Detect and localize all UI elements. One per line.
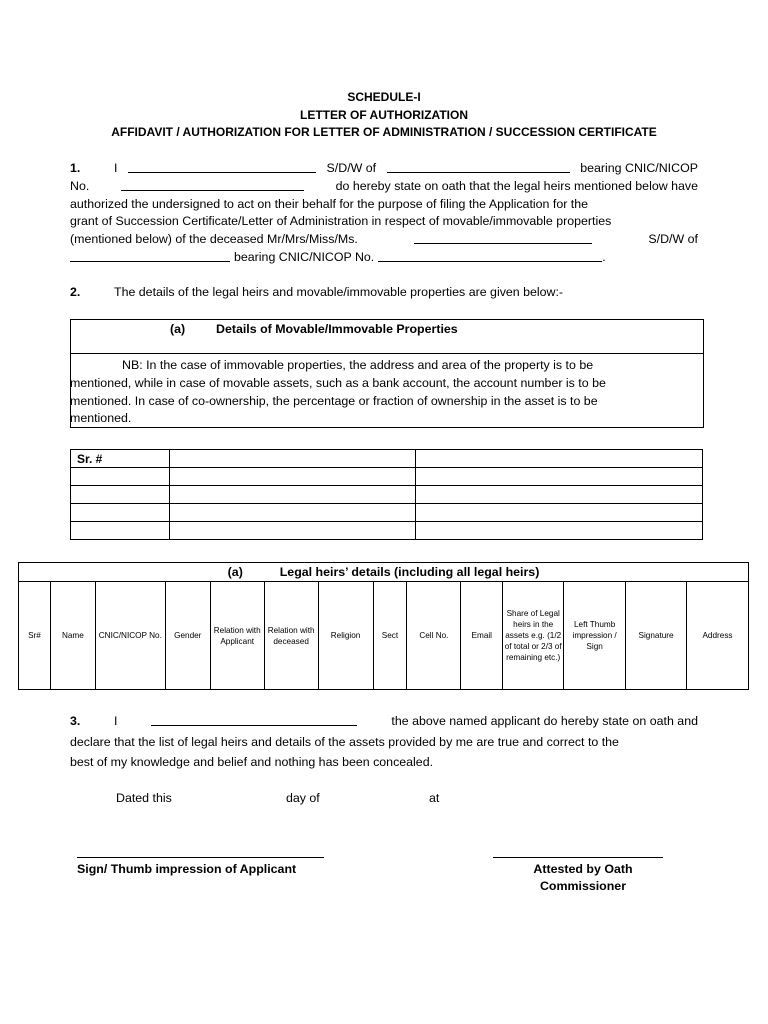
text: best of my knowledge and belief and nothing has been concealed.: [70, 755, 434, 769]
paragraph-1: [70, 160, 698, 267]
text: S/D/W of: [648, 232, 698, 247]
commissioner-label: [493, 862, 673, 893]
column-header: Sect: [373, 582, 407, 690]
document-title: AFFIDAVIT / AUTHORIZATION FOR LETTER OF ADMINISTRATION / SUCCESSION CERTIFICATE: [111, 125, 657, 139]
table-row: [71, 522, 703, 540]
table-cell[interactable]: [169, 522, 416, 540]
commissioner-label-line: Commissioner: [539, 879, 627, 893]
section-label: (a): [170, 322, 186, 336]
commissioner-signature-line[interactable]: [493, 857, 663, 858]
column-header: Religion: [318, 582, 373, 690]
column-header: Share of Legal heirs in the assets e.g. (1/2 of total or 2/3 of remaining etc.): [503, 582, 564, 690]
text: mentioned. In case of co-ownership, the percentage or fraction of ownership in the asset is to be: [70, 393, 598, 408]
column-header: Signature: [626, 582, 687, 690]
sr-header: Sr. #: [71, 450, 170, 468]
note-line: [70, 410, 696, 428]
column-header: Email: [461, 582, 503, 690]
text: bearing CNIC/NICOP No.: [234, 249, 375, 264]
text: S/D/W of: [326, 161, 377, 175]
text: the above named applicant do hereby state on oath and: [391, 714, 698, 728]
paragraph-number: 3.: [70, 714, 81, 728]
heirs-column-header-row: [19, 582, 749, 690]
text: The details of the legal heirs and movable/immovable properties are given below:-: [114, 285, 564, 299]
schedule-heading: SCHEDULE-I: [347, 90, 421, 104]
paragraph-3-line: [70, 732, 698, 753]
paragraph-1-line: [70, 231, 698, 249]
deceased-parent-blank[interactable]: [70, 249, 230, 262]
paragraph-3: [70, 711, 698, 773]
section-label: (a): [227, 564, 243, 579]
table-cell[interactable]: [71, 504, 170, 522]
paragraph-1-line: [70, 249, 698, 267]
table-cell[interactable]: [416, 450, 703, 468]
text: declare that the list of legal heirs and details of the assets provided by me are true and correct to the: [70, 734, 619, 749]
table-cell[interactable]: [71, 486, 170, 504]
table-cell[interactable]: [416, 504, 703, 522]
table-cell[interactable]: [71, 468, 170, 486]
column-header: Relation with Applicant: [210, 582, 264, 690]
heirs-title-cell: [19, 563, 749, 582]
cnic-blank[interactable]: [121, 178, 304, 191]
deceased-name-blank[interactable]: [414, 231, 592, 244]
column-header: Address: [686, 582, 748, 690]
note-line: [70, 357, 696, 375]
heirs-title: Legal heirs’ details (including all legal heirs): [279, 564, 540, 579]
table-header-row: [71, 450, 703, 468]
text: mentioned, while in case of movable assets, such as a bank account, the account number is to be: [70, 375, 606, 390]
deceased-cnic-blank[interactable]: [378, 249, 602, 262]
paragraph-1-line: [70, 160, 698, 178]
text: grant of Succession Certificate/Letter of Administration in respect of movable/immovable properties: [70, 214, 612, 229]
at-label: at: [429, 791, 440, 805]
declarant-name-blank[interactable]: [151, 711, 357, 726]
applicant-signature-line[interactable]: [77, 857, 324, 858]
note-line: [70, 375, 696, 393]
applicant-signature-label: Sign/ Thumb impression of Applicant: [77, 862, 297, 876]
column-header: Gender: [165, 582, 210, 690]
table-cell[interactable]: [169, 504, 416, 522]
table-cell[interactable]: [416, 468, 703, 486]
paragraph-2: [70, 284, 710, 302]
properties-box: [70, 319, 704, 428]
text: do hereby state on oath that the legal heirs mentioned below have: [335, 178, 698, 193]
paragraph-number: 1.: [70, 161, 81, 175]
dated-this-label: Dated this: [116, 791, 172, 805]
paragraph-number: 2.: [70, 285, 81, 299]
day-of-label: day of: [286, 791, 320, 805]
text: .: [602, 249, 606, 264]
column-header: Sr#: [19, 582, 51, 690]
text: authorized the undersigned to act on their behalf for the purpose of filing the Application for the: [70, 196, 588, 211]
table-cell[interactable]: [169, 450, 416, 468]
paragraph-1-line: [70, 178, 698, 196]
table-row: [71, 486, 703, 504]
legal-heirs-table: [18, 562, 749, 690]
table-cell[interactable]: [416, 522, 703, 540]
properties-heading-row: [71, 320, 703, 354]
paragraph-3-line: [70, 711, 698, 732]
column-header: Relation with deceased: [264, 582, 318, 690]
text: bearing CNIC/NICOP: [580, 161, 698, 175]
table-cell[interactable]: [169, 468, 416, 486]
text: (mentioned below) of the deceased Mr/Mrs/Miss/Ms.: [70, 232, 358, 247]
text: I: [114, 714, 118, 728]
table-cell[interactable]: [416, 486, 703, 504]
properties-heading: Details of Movable/Immovable Properties: [216, 322, 458, 336]
properties-table: [70, 449, 703, 540]
column-header: Name: [50, 582, 95, 690]
properties-note: [70, 357, 696, 428]
applicant-name-blank[interactable]: [128, 160, 316, 173]
paragraph-1-line: [70, 213, 698, 231]
paragraph-3-line: [70, 752, 698, 773]
commissioner-label-line: Attested by Oath: [533, 862, 633, 876]
note-line: [70, 393, 696, 411]
text: I: [114, 161, 118, 175]
table-row: [71, 468, 703, 486]
heirs-title-row: [19, 563, 749, 582]
table-cell[interactable]: [71, 522, 170, 540]
paragraph-1-line: [70, 196, 698, 214]
text: mentioned.: [70, 411, 132, 426]
text: NB: In the case of immovable properties, the address and area of the property is to be: [122, 358, 594, 372]
parent-name-blank[interactable]: [387, 160, 570, 173]
document-subtitle: LETTER OF AUTHORIZATION: [300, 108, 468, 122]
table-cell[interactable]: [169, 486, 416, 504]
column-header: Left Thumb impression / Sign: [564, 582, 626, 690]
table-row: [71, 504, 703, 522]
column-header: CNIC/NICOP No.: [95, 582, 165, 690]
column-header: Cell No.: [407, 582, 461, 690]
text: No.: [70, 178, 90, 193]
